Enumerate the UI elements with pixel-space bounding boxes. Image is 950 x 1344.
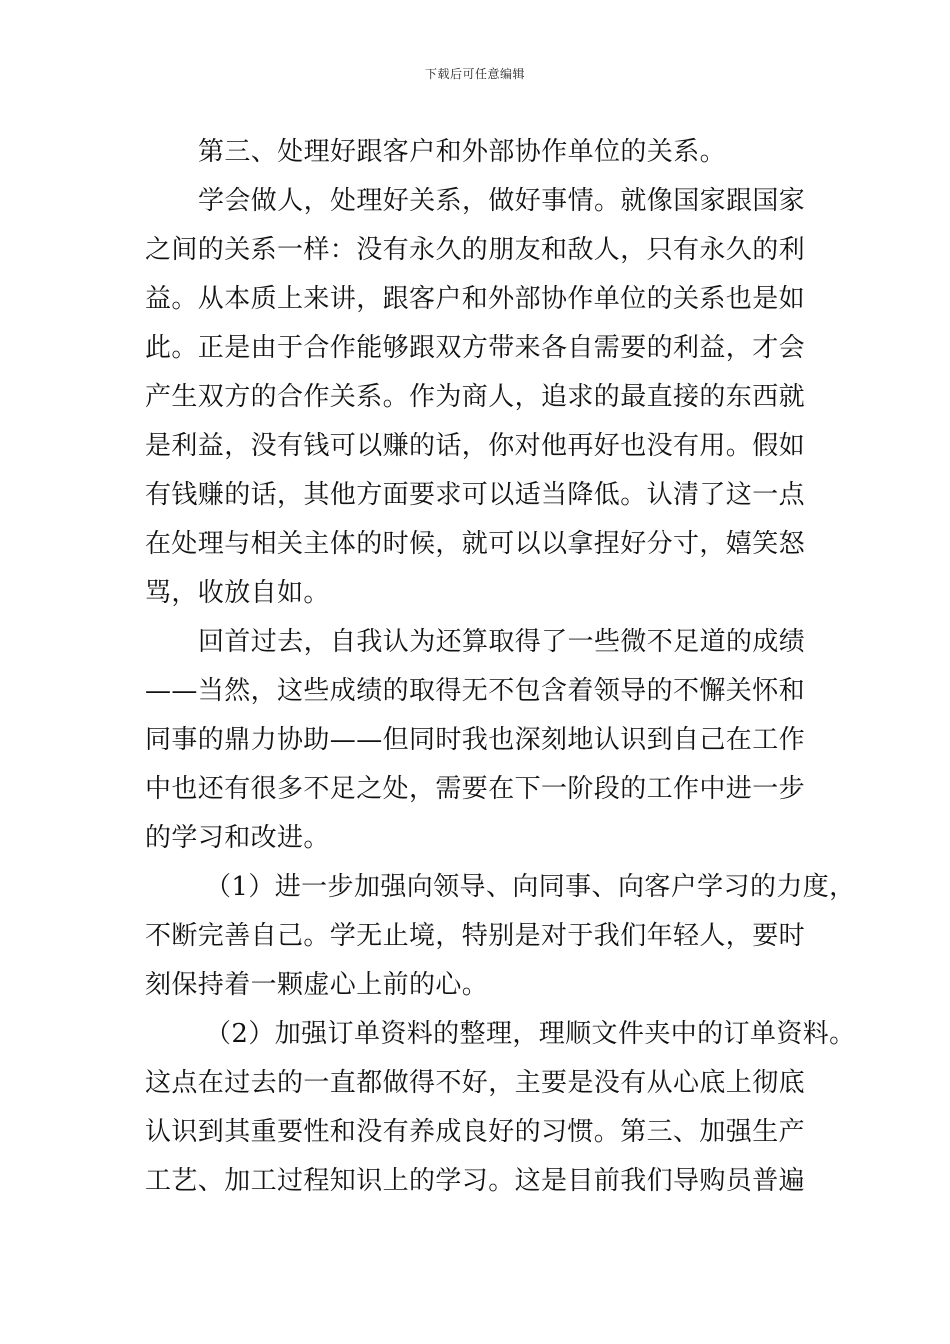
- list-item-line: 这点在过去的一直都做得不好，主要是没有从心底上彻底: [145, 1068, 806, 1098]
- paragraph-line: 同事的鼎力协助——但同时我也深刻地认识到自己在工作: [145, 725, 806, 755]
- list-item-line: （1）进一步加强向领导、向同事、向客户学习的力度，: [205, 872, 856, 902]
- list-item-line: 认识到其重要性和没有养成良好的习惯。第三、加强生产: [145, 1117, 806, 1147]
- paragraph-line: 在处理与相关主体的时候，就可以以拿捏好分寸，嬉笑怒: [145, 529, 806, 559]
- paragraph-line: 骂，收放自如。: [145, 578, 330, 608]
- list-item-line: 刻保持着一颗虚心上前的心。: [145, 970, 489, 1000]
- paragraph-line: 是利益，没有钱可以赚的话，你对他再好也没有用。假如: [145, 431, 806, 461]
- paragraph-line: 产生双方的合作关系。作为商人，追求的最直接的东西就: [145, 382, 806, 412]
- paragraph-line: 有钱赚的话，其他方面要求可以适当降低。认清了这一点: [145, 480, 806, 510]
- list-item-line: （2）加强订单资料的整理，理顺文件夹中的订单资料。: [205, 1019, 856, 1049]
- paragraph-line: 学会做人，处理好关系，做好事情。就像国家跟国家: [198, 186, 806, 216]
- paragraph-line: ——当然，这些成绩的取得无不包含着领导的不懈关怀和: [145, 676, 806, 706]
- list-item-line: 不断完善自己。学无止境，特别是对于我们年轻人，要时: [145, 921, 806, 951]
- document-body: [145, 128, 856, 1206]
- paragraph-line: 益。从本质上来讲，跟客户和外部协作单位的关系也是如: [145, 284, 806, 314]
- paragraph-line: 的学习和改进。: [145, 823, 330, 853]
- paragraph-line: 之间的关系一样：没有永久的朋友和敌人，只有永久的利: [145, 235, 806, 265]
- list-item-line: 工艺、加工过程知识上的学习。这是目前我们导购员普遍: [145, 1166, 806, 1196]
- paragraph-line: 中也还有很多不足之处，需要在下一阶段的工作中进一步: [145, 774, 806, 804]
- section-heading: 第三、处理好跟客户和外部协作单位的关系。: [198, 137, 727, 167]
- paragraph-line: 回首过去，自我认为还算取得了一些微不足道的成绩: [198, 627, 806, 657]
- paragraph-line: 此。正是由于合作能够跟双方带来各自需要的利益，才会: [145, 333, 806, 363]
- page-header: 下载后可任意编辑: [424, 67, 525, 81]
